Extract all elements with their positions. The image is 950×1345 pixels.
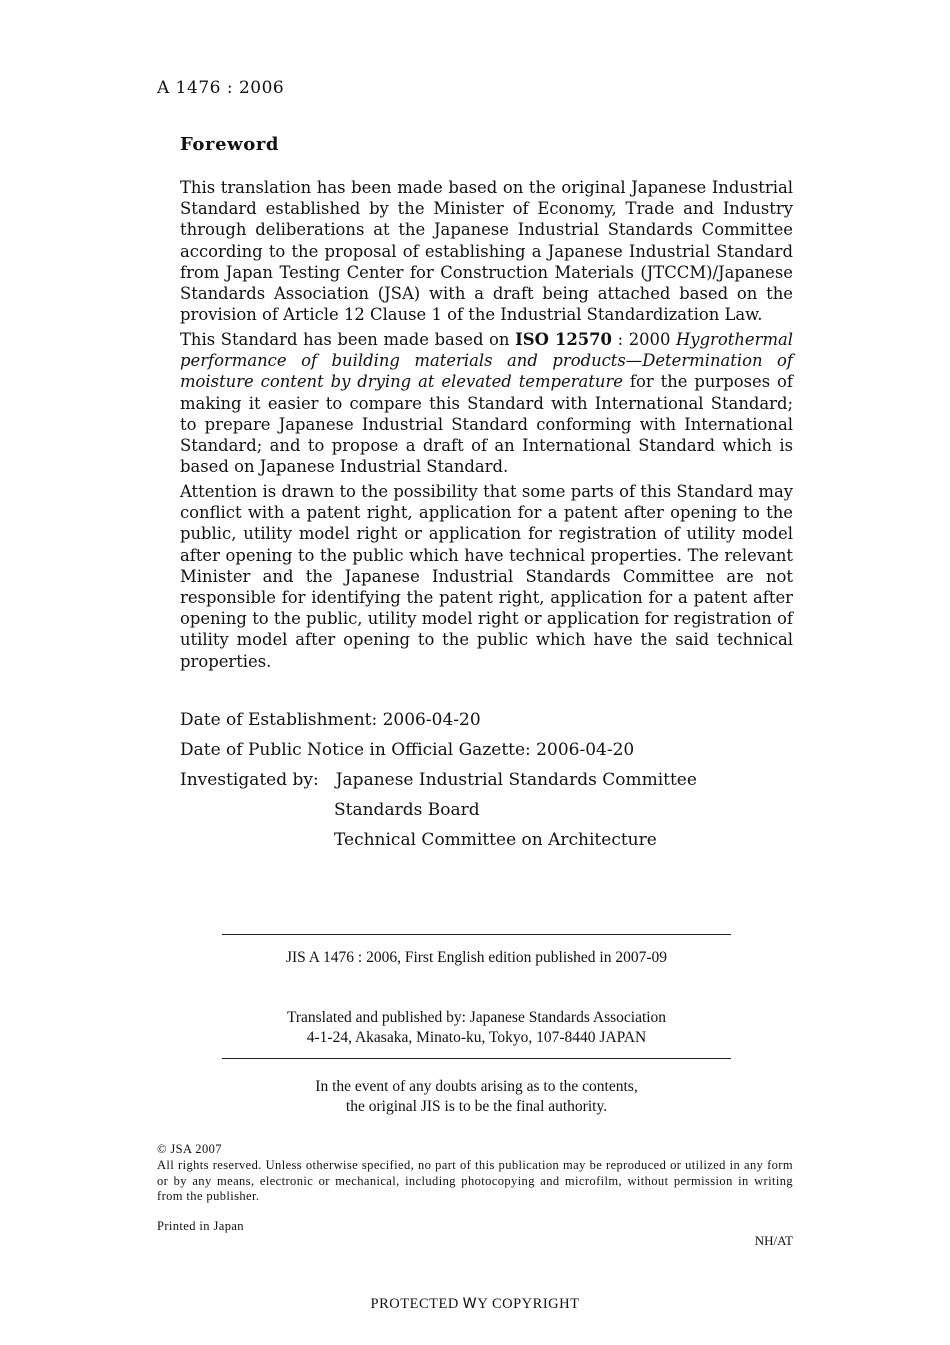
authority-notice-line-2: the original JIS is to be the final authority. bbox=[345, 1098, 608, 1115]
publication-top-rule bbox=[222, 934, 731, 935]
p2-intro: This Standard has been made based on bbox=[180, 330, 516, 349]
investigated-by-label: Investigated by: bbox=[180, 770, 319, 790]
publication-bottom-rule bbox=[222, 1058, 731, 1059]
rights-statement: All rights reserved. Unless otherwise specified, no part of this publication may be reproduced or utilized in any form or by any means, electronic or mechanical, including photocopying and microfilm, without permission in writing from the publisher. bbox=[157, 1158, 793, 1203]
authority-notice-line-1: In the event of any doubts arising as to the contents, bbox=[315, 1078, 638, 1095]
investigated-by-board: Standards Board bbox=[334, 800, 480, 820]
edition-line: JIS A 1476 : 2006, First English edition published in 2007-09 bbox=[285, 949, 668, 966]
publisher-address: 4-1-24, Akasaka, Minato-ku, Tokyo, 107-8440 JAPAN bbox=[306, 1029, 647, 1046]
copyright-notice: © JSA 2007 bbox=[157, 1142, 222, 1156]
foreword-paragraph-3: Attention is drawn to the possibility that some parts of this Standard may conflict with a patent right, application for a patent after opening to the public, utility model right or application for registration of utility model after opening to the public which have technical properties. The relevant Minister and the Japanese Industrial Standards Committee are not responsible for identifying the patent right, application for a patent after opening to the public, utility model right or application for registration of utility model after opening to the public which have the said technical properties. bbox=[180, 482, 793, 671]
protected-by-copyright-footer: PROTECTED ᎳY COPYRIGHT bbox=[370, 1296, 580, 1312]
iso-year: : 2000 bbox=[611, 330, 677, 349]
foreword-paragraph-1: This translation has been made based on the original Japanese Industrial Standard established by the Minister of Economy, Trade and Industry through deliberations at the Japanese Industrial Standards Committee according to the proposal of establishing a Japanese Industrial Standard from Japan Testing Center for Construction Materials (JTCCM)/Japanese Standards Association (JSA) with a draft being attached based on the provision of Article 12 Clause 1 of the Industrial Standardization Law. bbox=[180, 178, 793, 325]
iso-reference: ISO 12570 bbox=[515, 330, 612, 349]
printed-in: Printed in Japan bbox=[157, 1219, 244, 1233]
foreword-paragraph-2 bbox=[180, 329, 793, 477]
investigated-by bbox=[180, 770, 697, 790]
iso-title: Hygrothermal performance of building materials and products—Determination of moisture content by drying at elevated temperature bbox=[180, 330, 793, 392]
foreword-heading: Foreword bbox=[180, 134, 280, 155]
investigated-by-committee: Japanese Industrial Standards Committee bbox=[335, 770, 697, 790]
investigated-by-technical-committee: Technical Committee on Architecture bbox=[334, 830, 657, 850]
document-code: A 1476 : 2006 bbox=[157, 78, 285, 98]
translated-by-line: Translated and published by: Japanese Standards Association bbox=[286, 1009, 667, 1026]
document-internal-code: NH/AT bbox=[754, 1233, 793, 1248]
date-of-establishment: Date of Establishment: 2006-04-20 bbox=[180, 710, 481, 730]
p2-purpose: for the purposes of making it easier to compare this Standard with International Standard; to prepare Japanese Industrial Standard conforming with International Standard; and to propose a draft of an International Standard which is based on Japanese Industrial Standard. bbox=[180, 372, 793, 477]
date-of-public-notice: Date of Public Notice in Official Gazette: 2006-04-20 bbox=[180, 740, 635, 760]
